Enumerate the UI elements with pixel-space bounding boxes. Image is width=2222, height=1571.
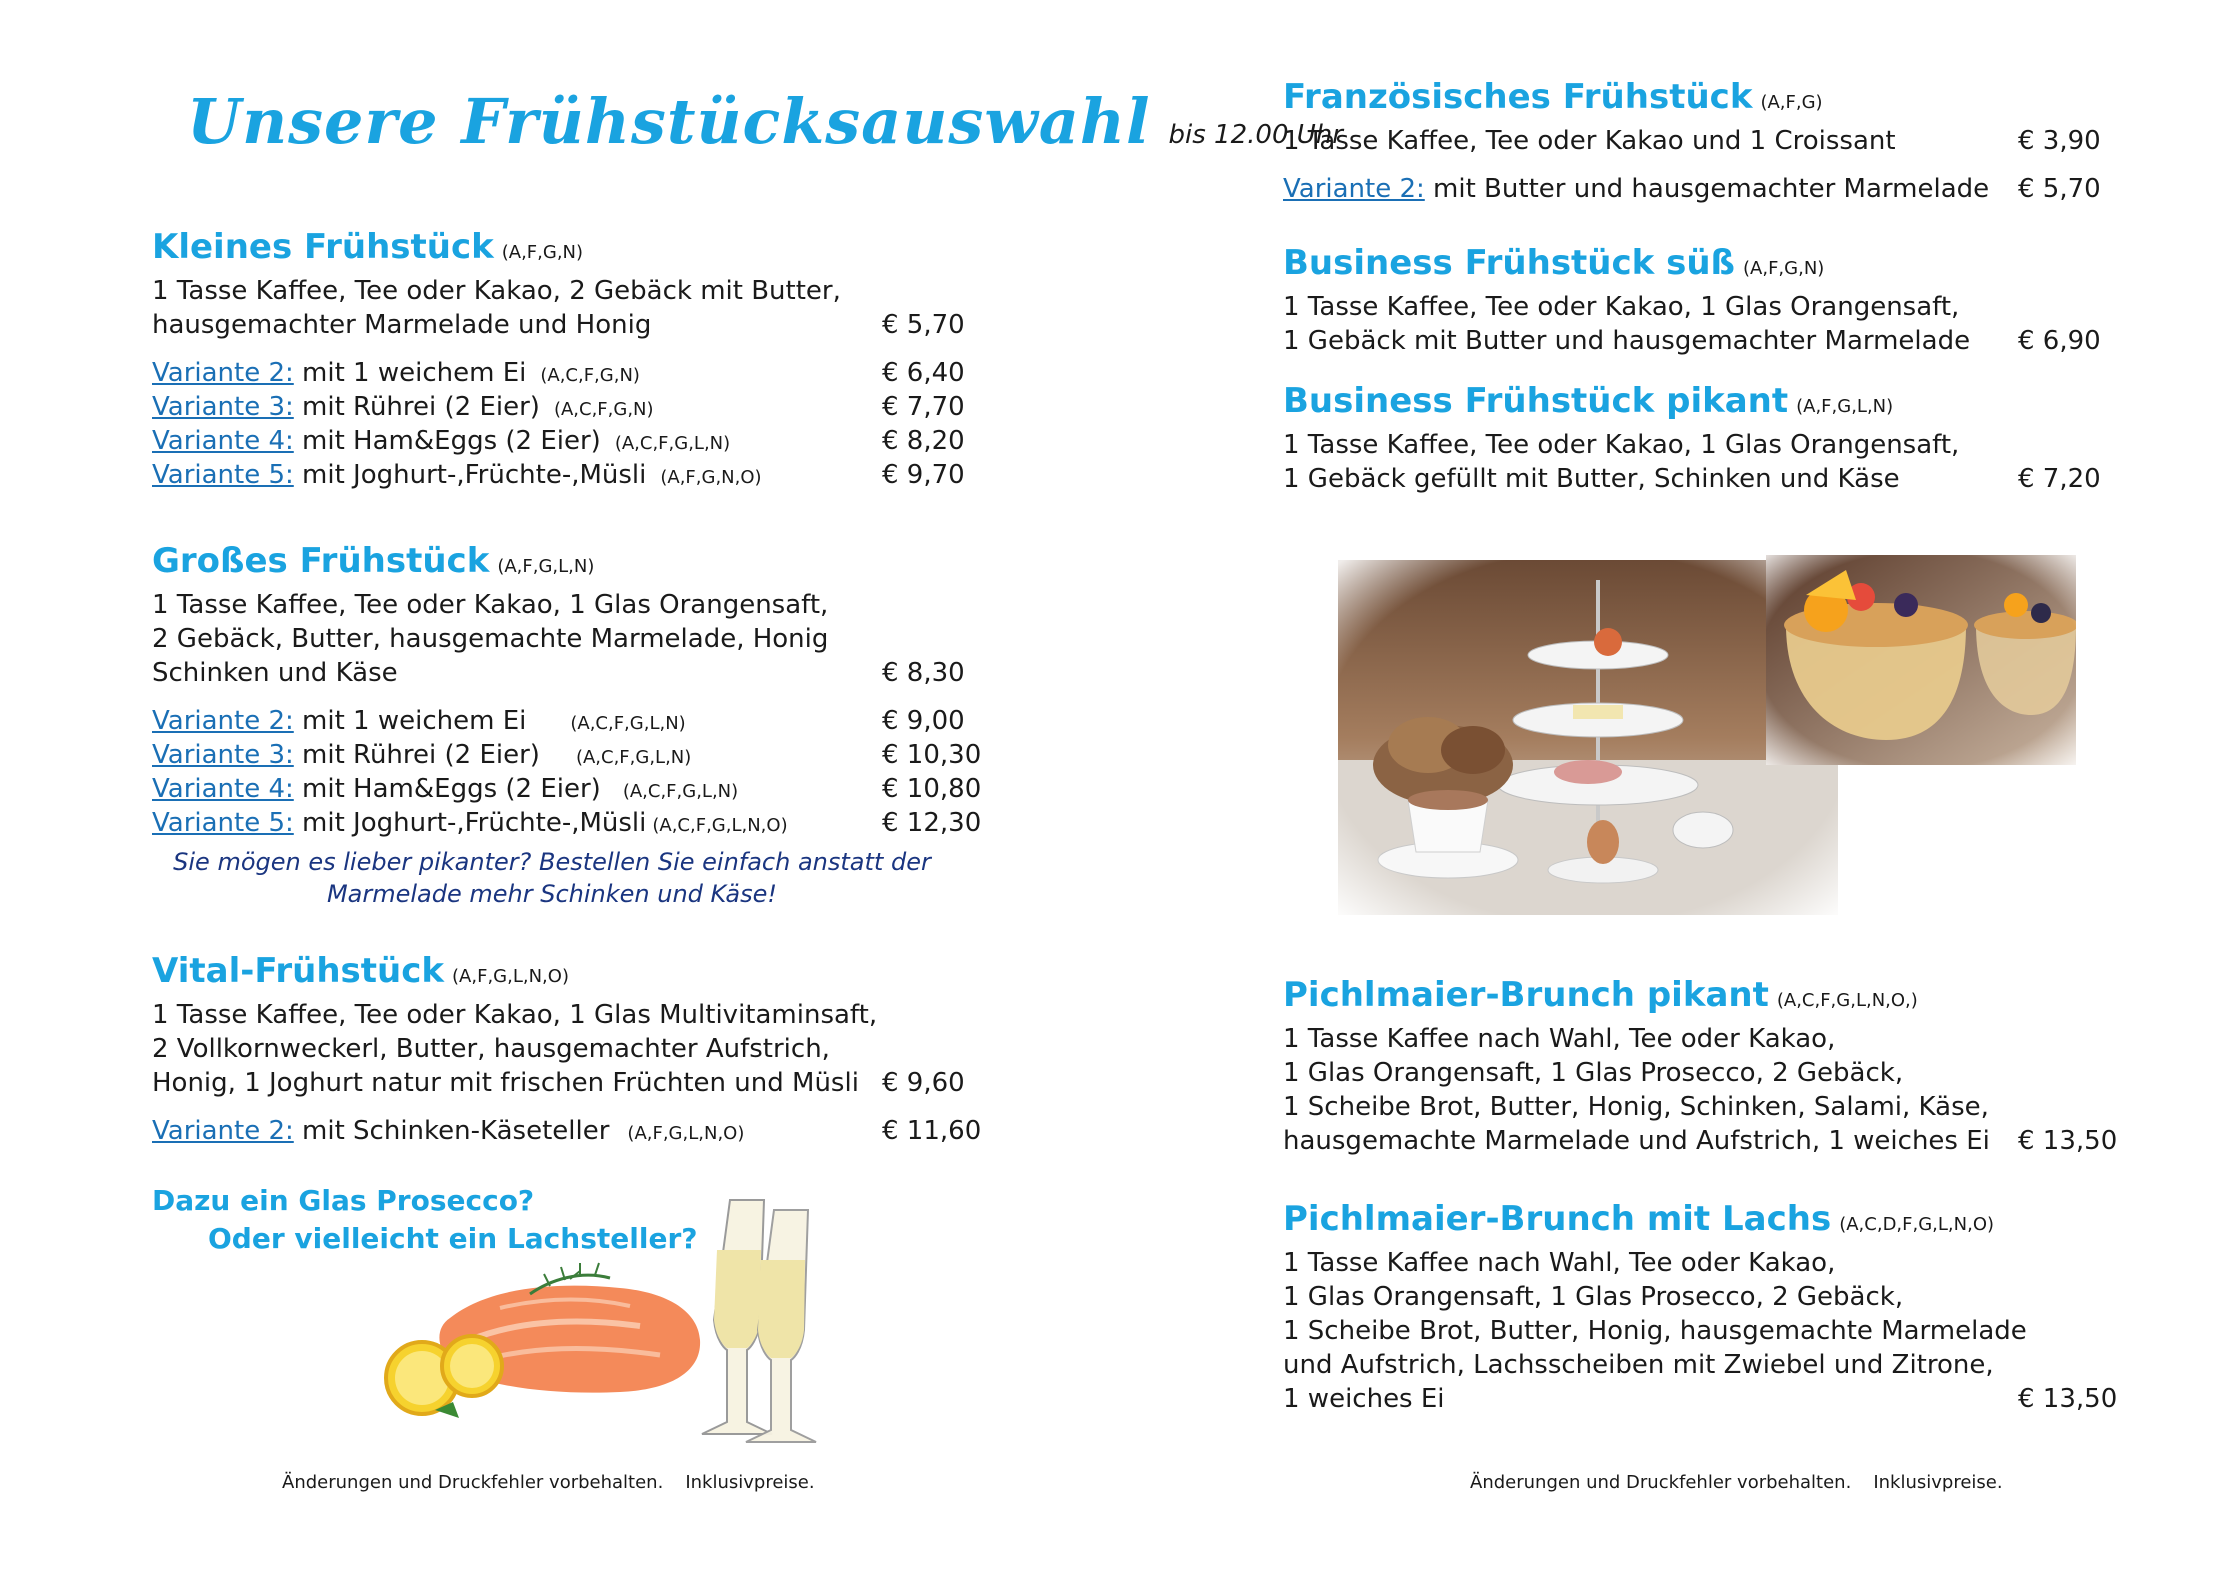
variant-label: Variante 5: [152, 808, 294, 838]
price: € 9,00 [882, 706, 965, 736]
variant-label: Variante 2: [152, 706, 294, 736]
description-line: 1 Glas Orangensaft, 1 Glas Prosecco, 2 Gebäck, [1283, 1058, 1904, 1088]
variant-row: Variante 2: mit 1 weichem Ei (A,C,F,G,L,N) € 9,00 [152, 706, 965, 736]
variant-row: Variante 2: mit 1 weichem Ei (A,C,F,G,N) € 6,40 [152, 358, 965, 388]
price: € 9,70 [882, 460, 965, 490]
price-row [152, 1066, 992, 1100]
promo-text: Dazu ein Glas Prosecco? Oder vielleicht ein Lachsteller? [152, 1184, 698, 1255]
section-brunch-pikant [1283, 974, 2123, 1158]
allergen-codes: (A,F,G,L,N) [1796, 396, 1894, 417]
description-line: Honig, 1 Joghurt natur mit frischen Früchten und Müsli [152, 1068, 859, 1098]
allergen-codes: (A,C,D,F,G,L,N,O) [1839, 1214, 1995, 1235]
description-line: 1 Tasse Kaffee, Tee oder Kakao und 1 Croissant [1283, 126, 1896, 156]
description-line: 1 Gebäck gefüllt mit Butter, Schinken und Käse [1283, 464, 1900, 494]
variant-label: Variante 4: [152, 774, 294, 804]
variant-label: Variante 2: [152, 1116, 294, 1146]
price: € 6,40 [882, 358, 965, 388]
variant-row: Variante 4: mit Ham&Eggs (2 Eier) (A,C,F,G,L,N) € 10,80 [152, 774, 982, 804]
price-row [1283, 1382, 2123, 1416]
price: € 5,70 [2018, 174, 2101, 204]
price-row [1283, 1124, 2123, 1158]
description-line: 1 Tasse Kaffee, Tee oder Kakao, 2 Gebäck mit Butter, [152, 276, 841, 306]
description-line: hausgemachter Marmelade und Honig [152, 310, 652, 340]
section-title: Business Frühstück süß (A,F,G,N) [1283, 243, 1825, 283]
title-text: Unsere Frühstücksauswahl [187, 85, 1151, 158]
title-subtitle: bis 12.00 Uhr [1168, 120, 1343, 150]
salmon-prosecco-illustration [380, 1190, 820, 1460]
price: € 9,60 [882, 1068, 965, 1098]
variant-row: Variante 4: mit Ham&Eggs (2 Eier) (A,C,F,G,L,N) € 8,20 [152, 426, 965, 456]
price-row [152, 656, 992, 690]
description-line: 1 Tasse Kaffee nach Wahl, Tee oder Kakao, [1283, 1024, 1836, 1054]
description-line: 2 Vollkornweckerl, Butter, hausgemachter Aufstrich, [152, 1034, 830, 1064]
allergen-codes: (A,F,G,L,N,O) [452, 966, 569, 987]
description-line: 1 Tasse Kaffee, Tee oder Kakao, 1 Glas Orangensaft, [1283, 292, 1960, 322]
variant-label: Variante 2: [152, 358, 294, 388]
description-line: 1 Tasse Kaffee, Tee oder Kakao, 1 Glas Orangensaft, [1283, 430, 1960, 460]
right-page [1283, 0, 2123, 1571]
muesli-fruit-photo [1766, 555, 2076, 765]
price: € 11,60 [882, 1116, 982, 1146]
price: € 10,30 [882, 740, 982, 770]
description-line: 1 weiches Ei [1283, 1384, 1445, 1414]
description-line: 1 Gebäck mit Butter und hausgemachter Marmelade [1283, 326, 1971, 356]
allergen-codes: (A,C,F,G,L,N,O,) [1776, 990, 1918, 1011]
price: € 7,70 [882, 392, 965, 422]
price: € 8,30 [882, 658, 965, 688]
description-line: 1 Glas Orangensaft, 1 Glas Prosecco, 2 Gebäck, [1283, 1282, 1904, 1312]
description-line: hausgemachte Marmelade und Aufstrich, 1 weiches Ei [1283, 1126, 1990, 1156]
description-line: und Aufstrich, Lachsscheiben mit Zwiebel und Zitrone, [1283, 1350, 1994, 1380]
price-row [152, 308, 992, 342]
section-franzoesisches-fruehstueck [1283, 76, 2123, 206]
footer-note: Änderungen und Druckfehler vorbehalten. Inklusivpreise. [282, 1472, 815, 1493]
price: € 12,30 [882, 808, 982, 838]
variant-row: Variante 3: mit Rührei (2 Eier) (A,C,F,G,L,N) € 10,30 [152, 740, 982, 770]
price: € 7,20 [2018, 464, 2101, 494]
section-vital-fruehstueck [152, 950, 992, 1148]
section-title: Pichlmaier-Brunch pikant (A,C,F,G,L,N,O,) [1283, 975, 1918, 1015]
section-title: Großes Frühstück (A,F,G,L,N) [152, 541, 595, 581]
variant-label: Variante 3: [152, 392, 294, 422]
section-business-pikant [1283, 380, 2123, 496]
allergen-codes: (A,F,G) [1760, 92, 1823, 113]
variant-label: Variante 5: [152, 460, 294, 490]
price: € 5,70 [882, 310, 965, 340]
price: € 6,90 [2018, 326, 2101, 356]
description-line: 1 Tasse Kaffee, Tee oder Kakao, 1 Glas Multivitaminsaft, [152, 1000, 878, 1030]
section-business-suess [1283, 242, 2123, 358]
allergen-codes: (A,F,G,N) [501, 242, 584, 263]
description-line: 1 Tasse Kaffee, Tee oder Kakao, 1 Glas Orangensaft, [152, 590, 829, 620]
section-kleines-fruehstueck [152, 226, 992, 492]
price: € 8,20 [882, 426, 965, 456]
description-line: Schinken und Käse [152, 658, 398, 688]
description-line: 1 Scheibe Brot, Butter, Honig, Schinken, Salami, Käse, [1283, 1092, 1989, 1122]
allergen-codes: (A,F,G,L,N) [497, 556, 595, 577]
section-grosses-fruehstueck [152, 540, 992, 840]
price: € 3,90 [2018, 126, 2101, 156]
price: € 13,50 [2018, 1126, 2118, 1156]
section-brunch-lachs [1283, 1198, 2123, 1416]
price-row [1283, 462, 2123, 496]
variant-label: Variante 2: [1283, 174, 1425, 204]
price: € 13,50 [2018, 1384, 2118, 1414]
variant-label: Variante 3: [152, 740, 294, 770]
description-line: 1 Scheibe Brot, Butter, Honig, hausgemachte Marmelade [1283, 1316, 2027, 1346]
variant-label: Variante 4: [152, 426, 294, 456]
left-page [152, 0, 1343, 1571]
price: € 10,80 [882, 774, 982, 804]
breakfast-etagere-photo [1338, 560, 1838, 915]
section-title: Business Frühstück pikant (A,F,G,L,N) [1283, 381, 1894, 421]
variant-row: Variante 2: mit Butter und hausgemachter Marmelade € 5,70 [1283, 174, 2101, 204]
section-title: Französisches Frühstück (A,F,G) [1283, 77, 1823, 117]
page-title [187, 85, 1343, 158]
variant-row: Variante 5: mit Joghurt-,Früchte-,Müsli (A,C,F,G,L,N,O) € 12,30 [152, 808, 982, 838]
description-line: 1 Tasse Kaffee nach Wahl, Tee oder Kakao, [1283, 1248, 1836, 1278]
description-line: 2 Gebäck, Butter, hausgemachte Marmelade, Honig [152, 624, 829, 654]
section-title: Kleines Frühstück (A,F,G,N) [152, 227, 584, 267]
section-title: Pichlmaier-Brunch mit Lachs (A,C,D,F,G,L,N,O) [1283, 1199, 1995, 1239]
allergen-codes: (A,F,G,N) [1743, 258, 1825, 279]
variant-row: Variante 5: mit Joghurt-,Früchte-,Müsli (A,F,G,N,O) € 9,70 [152, 460, 965, 490]
tip-note: Sie mögen es lieber pikanter? Bestellen Sie einfach anstatt der Marmelade mehr Schinken und Käse! [173, 848, 931, 908]
price-row [1283, 124, 2123, 158]
variant-row: Variante 2: mit Schinken-Käseteller (A,F,G,L,N,O) € 11,60 [152, 1116, 982, 1146]
variant-row: Variante 3: mit Rührei (2 Eier) (A,C,F,G,N) € 7,70 [152, 392, 965, 422]
section-title: Vital-Frühstück (A,F,G,L,N,O) [152, 951, 569, 991]
price-row [1283, 324, 2123, 358]
footer-note: Änderungen und Druckfehler vorbehalten. Inklusivpreise. [1470, 1472, 2003, 1493]
